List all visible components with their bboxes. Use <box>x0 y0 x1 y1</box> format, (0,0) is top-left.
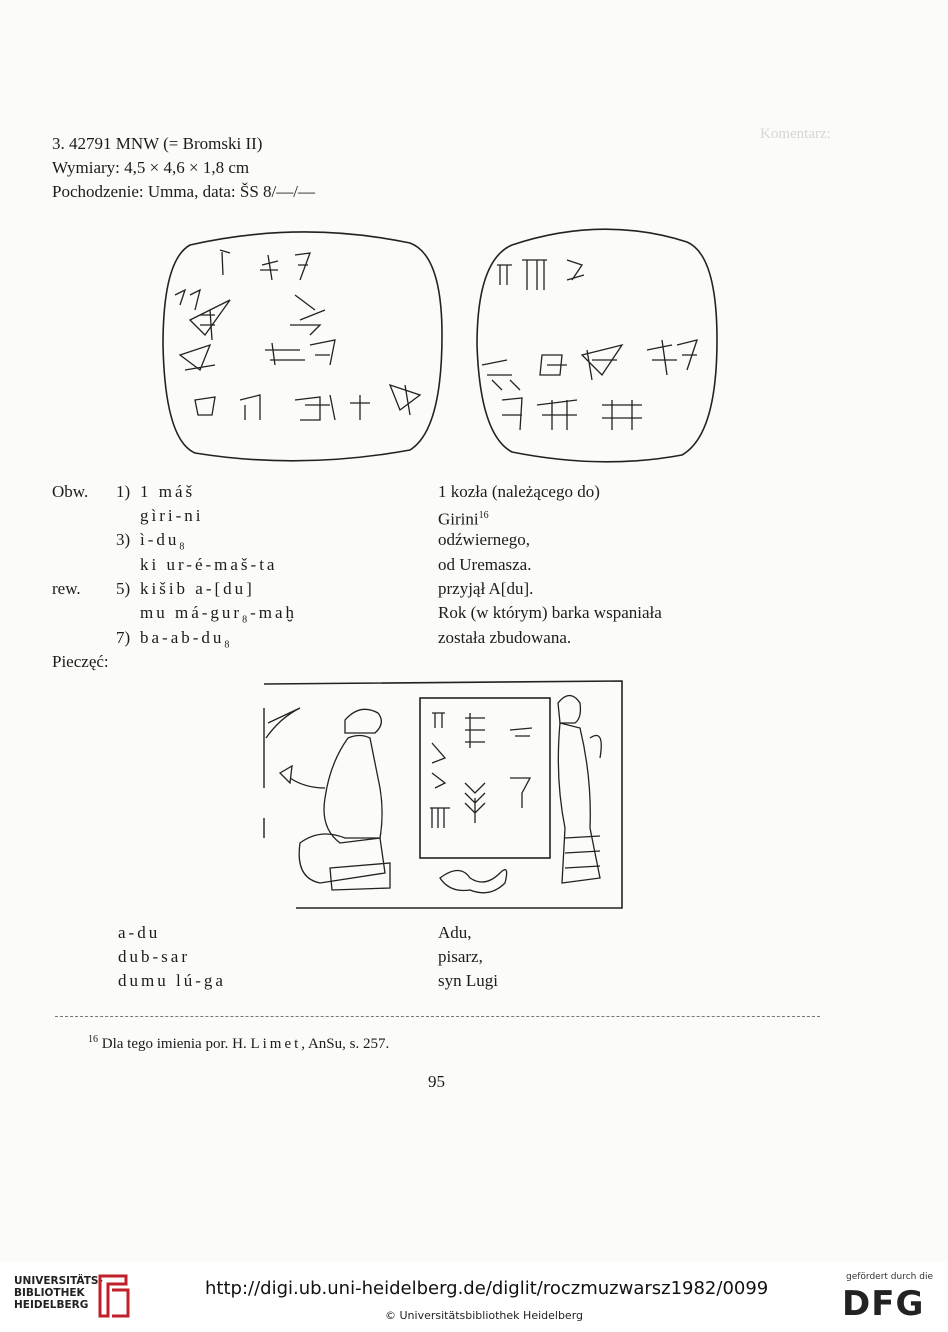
funding-notice: gefördert durch die <box>846 1272 933 1282</box>
transliteration-line: ki ur-é-maš-ta <box>140 555 278 574</box>
seal-transliteration-line: dumu lú-ga <box>118 971 226 990</box>
reverse-label: rew. <box>52 579 81 598</box>
line-number: 7) <box>116 628 131 647</box>
seal-transliteration-line: a-du <box>118 923 161 942</box>
catalog-entry-title: 3. 42791 MNW (= Bromski II) <box>52 134 263 153</box>
line-number: 3) <box>116 530 131 549</box>
transliteration-line: $ba-ab-du_8$ <box>140 628 233 651</box>
seal-transliteration-line: dub-sar <box>118 947 190 966</box>
translation-line: Girini$^{16}$ <box>438 509 489 529</box>
tablet-reverse-drawing <box>472 220 720 470</box>
seal-label: Pieczęć: <box>52 652 109 671</box>
seal-translation-line: Adu, <box>438 923 472 942</box>
university-library-logo-icon <box>96 1272 132 1320</box>
obverse-label: Obw. <box>52 482 89 501</box>
permalink-url[interactable]: http://digi.ub.uni-heidelberg.de/diglit/roczmuzwarsz1982/0099 <box>205 1278 769 1299</box>
transliteration-line: kišib a-[du] <box>140 579 255 598</box>
footnote: $^{16}$ Dla tego imienia por. H. Limet, AnSu, s. 257. <box>88 1034 390 1052</box>
dfg-logo: DFG <box>842 1284 925 1324</box>
translation-line: 1 kozła (należącego do) <box>438 482 600 501</box>
translation-line: została zbudowana. <box>438 628 572 647</box>
bleed-through-text: Komentarz: <box>760 126 831 142</box>
translation-line: od Uremasza. <box>438 555 532 574</box>
seal-translation-line: pisarz, <box>438 947 483 966</box>
transliteration-line: gìri-ni <box>140 506 204 525</box>
transliteration-line: $ì-du_8$ <box>140 530 188 553</box>
cylinder-seal-drawing <box>260 678 626 912</box>
translation-line: Rok (w którym) barka wspaniała <box>438 603 662 622</box>
translation-line: odźwiernego, <box>438 530 531 549</box>
footnote-author: Limet <box>250 1036 302 1052</box>
line-number: 5) <box>116 579 131 598</box>
footnote-marker: 16 <box>88 1034 98 1045</box>
translation-line: przyjął A[du]. <box>438 579 534 598</box>
transliteration-line: 1 máš <box>140 482 196 501</box>
transliteration-line: mu má-gur$_8$-maḫ <box>140 603 298 626</box>
page-number: 95 <box>428 1072 445 1091</box>
copyright-notice: © Universitätsbibliothek Heidelberg <box>385 1309 584 1322</box>
dimensions-line: Wymiary: 4,5 × 4,6 × 1,8 cm <box>52 158 250 177</box>
seal-translation-line: syn Lugi <box>438 971 498 990</box>
line-number: 1) <box>116 482 131 501</box>
tablet-obverse-drawing <box>160 225 445 470</box>
footnote-reference: 16 <box>478 510 489 521</box>
university-library-name: UNIVERSITÄTS- BIBLIOTHEK HEIDELBERG <box>14 1275 103 1311</box>
library-footer <box>0 1262 948 1332</box>
provenance-line: Pochodzenie: Umma, data: ŠS 8/—/— <box>52 182 315 201</box>
footnote-divider <box>55 1016 820 1017</box>
